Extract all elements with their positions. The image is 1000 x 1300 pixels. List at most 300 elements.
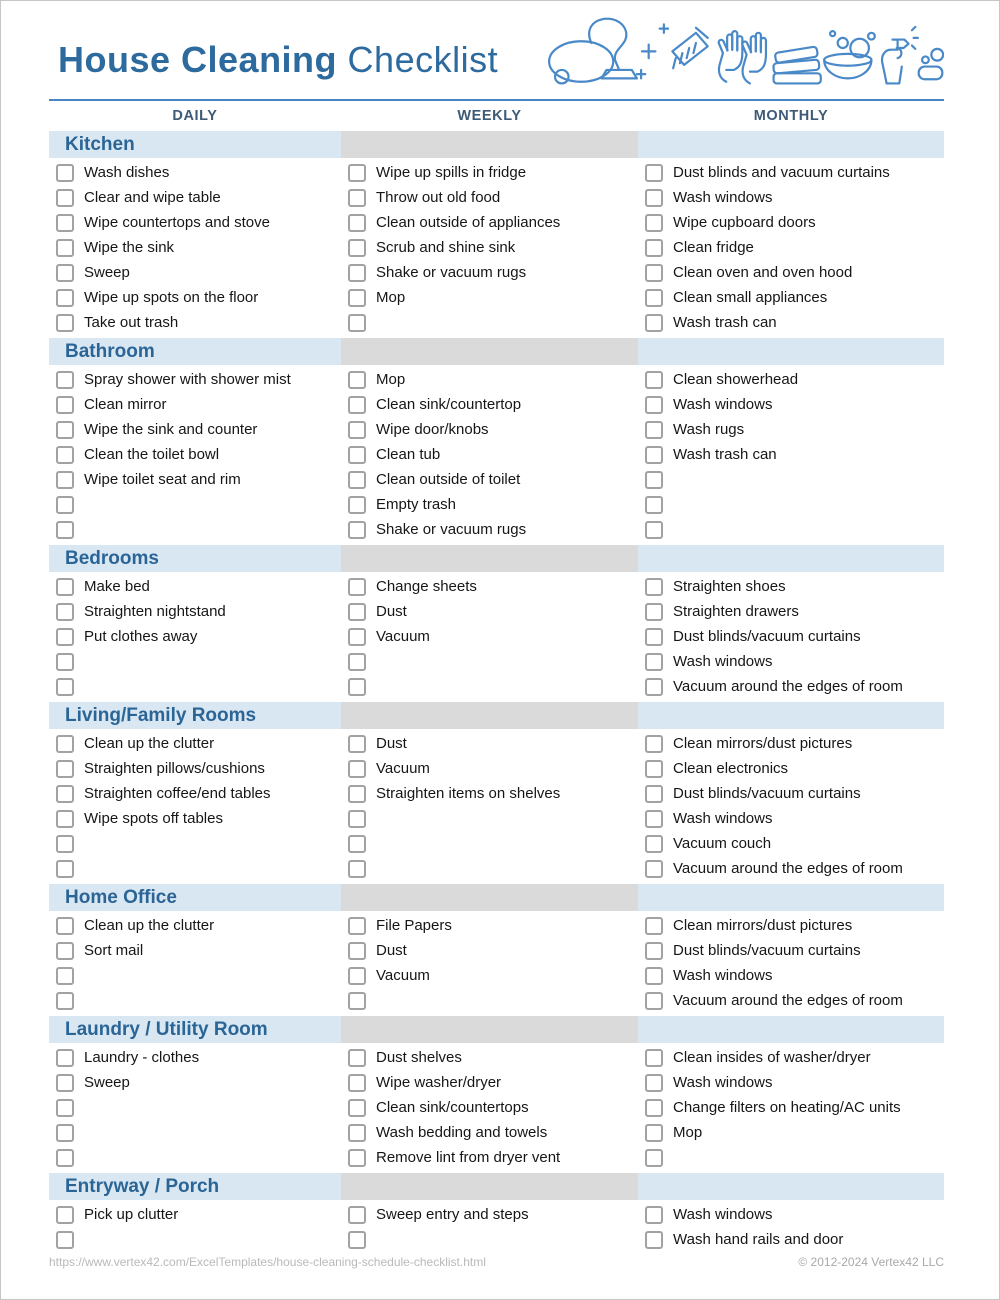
task-checkbox[interactable] bbox=[348, 603, 366, 621]
task-label: Clean tub bbox=[376, 446, 441, 463]
section-header-monthly-band bbox=[638, 702, 944, 729]
weekly-cell bbox=[341, 1124, 638, 1142]
weekly-cell bbox=[341, 1231, 638, 1249]
task-label: Wipe the sink bbox=[84, 239, 175, 256]
task-label: Vacuum around the edges of room bbox=[673, 678, 903, 695]
task-checkbox[interactable] bbox=[645, 314, 663, 332]
monthly-cell bbox=[638, 653, 944, 671]
task-label: Clean small appliances bbox=[673, 289, 828, 306]
task-checkbox[interactable] bbox=[348, 1124, 366, 1142]
task-checkbox[interactable] bbox=[348, 1049, 366, 1067]
task-checkbox[interactable] bbox=[645, 835, 663, 853]
monthly-cell bbox=[638, 1124, 944, 1142]
task-label: Wipe toilet seat and rim bbox=[84, 471, 241, 488]
monthly-cell bbox=[638, 942, 944, 960]
monthly-cell bbox=[638, 785, 944, 803]
task-label: Shake or vacuum rugs bbox=[376, 264, 527, 281]
task-checkbox[interactable] bbox=[56, 653, 74, 671]
task-label: Clear and wipe table bbox=[84, 189, 221, 206]
task-label: Dust blinds/vacuum curtains bbox=[673, 942, 861, 959]
weekly-cell bbox=[341, 578, 638, 596]
checklist-row bbox=[49, 1227, 944, 1252]
section-header-weekly-band bbox=[341, 1173, 638, 1200]
weekly-cell bbox=[341, 1206, 638, 1224]
task-checkbox[interactable] bbox=[348, 239, 366, 257]
task-checkbox[interactable] bbox=[56, 1074, 74, 1092]
task-label: Clean up the clutter bbox=[84, 917, 215, 934]
task-label: Take out trash bbox=[84, 314, 179, 331]
checklist-row bbox=[49, 1045, 944, 1070]
task-checkbox[interactable] bbox=[56, 992, 74, 1010]
task-checkbox[interactable] bbox=[645, 521, 663, 539]
task-checkbox[interactable] bbox=[348, 860, 366, 878]
checklist-row bbox=[49, 517, 944, 542]
section-header-daily-band bbox=[49, 1016, 341, 1043]
task-checkbox[interactable] bbox=[645, 735, 663, 753]
task-checkbox[interactable] bbox=[348, 164, 366, 182]
section-header-weekly-band bbox=[341, 1016, 638, 1043]
monthly-cell bbox=[638, 992, 944, 1010]
task-label: Wash windows bbox=[673, 1206, 773, 1223]
task-checkbox[interactable] bbox=[56, 760, 74, 778]
task-checkbox[interactable] bbox=[645, 810, 663, 828]
section-header bbox=[49, 545, 944, 572]
task-label: Dust bbox=[376, 603, 407, 620]
task-checkbox[interactable] bbox=[348, 371, 366, 389]
task-label: Laundry - clothes bbox=[84, 1049, 200, 1066]
weekly-cell bbox=[341, 371, 638, 389]
checklist-row bbox=[49, 913, 944, 938]
task-checkbox[interactable] bbox=[56, 1206, 74, 1224]
task-checkbox[interactable] bbox=[645, 1231, 663, 1249]
document-footer bbox=[49, 1255, 944, 1269]
task-checkbox[interactable] bbox=[348, 471, 366, 489]
task-label: Straighten coffee/end tables bbox=[84, 785, 271, 802]
task-label: Vacuum bbox=[376, 967, 430, 984]
checklist-row bbox=[49, 1095, 944, 1120]
task-label: Mop bbox=[376, 289, 406, 306]
task-label: Vacuum couch bbox=[673, 835, 772, 852]
checklist-row bbox=[49, 756, 944, 781]
task-label: Wipe countertops and stove bbox=[84, 214, 270, 231]
daily-cell bbox=[49, 992, 341, 1010]
task-label: Dust bbox=[376, 735, 407, 752]
weekly-cell bbox=[341, 521, 638, 539]
checklist-row bbox=[49, 442, 944, 467]
sparkles-icon bbox=[637, 24, 668, 78]
document-header bbox=[49, 1, 944, 101]
daily-cell bbox=[49, 396, 341, 414]
task-checkbox[interactable] bbox=[56, 239, 74, 257]
section-rows bbox=[49, 1202, 944, 1252]
task-checkbox[interactable] bbox=[645, 1074, 663, 1092]
weekly-cell bbox=[341, 446, 638, 464]
task-checkbox[interactable] bbox=[348, 446, 366, 464]
task-checkbox[interactable] bbox=[348, 396, 366, 414]
weekly-cell bbox=[341, 1049, 638, 1067]
task-checkbox[interactable] bbox=[348, 1074, 366, 1092]
task-checkbox[interactable] bbox=[56, 521, 74, 539]
section bbox=[49, 338, 944, 542]
daily-cell bbox=[49, 264, 341, 282]
daily-cell bbox=[49, 446, 341, 464]
task-checkbox[interactable] bbox=[56, 1124, 74, 1142]
task-label: Sweep bbox=[84, 1074, 130, 1091]
task-label: Clean sink/countertop bbox=[376, 396, 522, 413]
daily-cell bbox=[49, 578, 341, 596]
task-label: Wipe the sink and counter bbox=[84, 421, 258, 438]
checklist-row bbox=[49, 781, 944, 806]
weekly-cell bbox=[341, 189, 638, 207]
towel-stack-icon bbox=[773, 46, 821, 83]
section-header-monthly-band bbox=[638, 1016, 944, 1043]
task-label: Shake or vacuum rugs bbox=[376, 521, 527, 538]
monthly-cell bbox=[638, 396, 944, 414]
task-checkbox[interactable] bbox=[56, 628, 74, 646]
task-label: Dust bbox=[376, 942, 407, 959]
task-label: Wash windows bbox=[673, 189, 773, 206]
section-header-daily-band bbox=[49, 338, 341, 365]
task-label: Wash windows bbox=[673, 653, 773, 670]
checklist-row bbox=[49, 1070, 944, 1095]
section-header bbox=[49, 1016, 944, 1043]
task-label: Clean oven and oven hood bbox=[673, 264, 853, 281]
daily-cell bbox=[49, 239, 341, 257]
task-checkbox[interactable] bbox=[645, 496, 663, 514]
task-checkbox[interactable] bbox=[348, 1206, 366, 1224]
section bbox=[49, 702, 944, 881]
task-checkbox[interactable] bbox=[56, 917, 74, 935]
task-checkbox[interactable] bbox=[56, 835, 74, 853]
monthly-cell bbox=[638, 760, 944, 778]
task-checkbox[interactable] bbox=[348, 967, 366, 985]
task-label: Clean electronics bbox=[673, 760, 789, 777]
weekly-cell bbox=[341, 1074, 638, 1092]
task-checkbox[interactable] bbox=[348, 917, 366, 935]
task-checkbox[interactable] bbox=[645, 603, 663, 621]
section-title: Laundry / Utility Room bbox=[65, 1018, 268, 1040]
section bbox=[49, 131, 944, 335]
section-header-monthly-band bbox=[638, 131, 944, 158]
weekly-cell bbox=[341, 1149, 638, 1167]
task-checkbox[interactable] bbox=[348, 214, 366, 232]
task-checkbox[interactable] bbox=[645, 1149, 663, 1167]
task-checkbox[interactable] bbox=[645, 942, 663, 960]
checklist-row bbox=[49, 649, 944, 674]
monthly-cell bbox=[638, 603, 944, 621]
task-label: Straighten items on shelves bbox=[376, 785, 561, 802]
section-title: Entryway / Porch bbox=[65, 1175, 220, 1197]
task-checkbox[interactable] bbox=[348, 521, 366, 539]
daily-cell bbox=[49, 1149, 341, 1167]
task-checkbox[interactable] bbox=[645, 917, 663, 935]
task-checkbox[interactable] bbox=[348, 942, 366, 960]
task-checkbox[interactable] bbox=[348, 678, 366, 696]
task-checkbox[interactable] bbox=[348, 314, 366, 332]
task-checkbox[interactable] bbox=[645, 992, 663, 1010]
section-header bbox=[49, 1173, 944, 1200]
task-checkbox[interactable] bbox=[645, 760, 663, 778]
checklist-row bbox=[49, 856, 944, 881]
task-label: Wipe up spots on the floor bbox=[84, 289, 259, 306]
task-checkbox[interactable] bbox=[56, 785, 74, 803]
weekly-cell bbox=[341, 942, 638, 960]
task-checkbox[interactable] bbox=[56, 578, 74, 596]
weekly-cell bbox=[341, 603, 638, 621]
checklist-row bbox=[49, 285, 944, 310]
section-title: Kitchen bbox=[65, 133, 135, 155]
task-checkbox[interactable] bbox=[56, 1049, 74, 1067]
task-checkbox[interactable] bbox=[348, 496, 366, 514]
monthly-cell bbox=[638, 1074, 944, 1092]
task-checkbox[interactable] bbox=[348, 653, 366, 671]
task-checkbox[interactable] bbox=[56, 678, 74, 696]
checklist-row bbox=[49, 367, 944, 392]
task-checkbox[interactable] bbox=[348, 289, 366, 307]
weekly-cell bbox=[341, 164, 638, 182]
document bbox=[49, 1, 944, 1269]
task-label: Straighten shoes bbox=[673, 578, 786, 595]
checklist-row bbox=[49, 417, 944, 442]
checklist-row bbox=[49, 806, 944, 831]
section-header bbox=[49, 884, 944, 911]
weekly-cell bbox=[341, 760, 638, 778]
section-header-weekly-band bbox=[341, 131, 638, 158]
task-checkbox[interactable] bbox=[645, 289, 663, 307]
section-rows bbox=[49, 731, 944, 881]
task-checkbox[interactable] bbox=[56, 967, 74, 985]
task-checkbox[interactable] bbox=[348, 421, 366, 439]
task-label: Wipe up spills in fridge bbox=[376, 164, 527, 181]
section-header-weekly-band bbox=[341, 702, 638, 729]
monthly-cell bbox=[638, 239, 944, 257]
section-header-weekly-band bbox=[341, 884, 638, 911]
task-checkbox[interactable] bbox=[348, 628, 366, 646]
task-label: Dust shelves bbox=[376, 1049, 462, 1066]
task-checkbox[interactable] bbox=[645, 628, 663, 646]
task-checkbox[interactable] bbox=[56, 214, 74, 232]
task-checkbox[interactable] bbox=[56, 289, 74, 307]
task-label: Clean mirrors/dust pictures bbox=[673, 917, 853, 934]
daily-cell bbox=[49, 785, 341, 803]
task-checkbox[interactable] bbox=[348, 264, 366, 282]
daily-cell bbox=[49, 189, 341, 207]
task-checkbox[interactable] bbox=[645, 371, 663, 389]
task-label: Straighten nightstand bbox=[84, 603, 226, 620]
section-title: Home Office bbox=[65, 886, 177, 908]
task-checkbox[interactable] bbox=[56, 471, 74, 489]
task-checkbox[interactable] bbox=[56, 810, 74, 828]
task-label: Clean mirror bbox=[84, 396, 167, 413]
task-checkbox[interactable] bbox=[56, 1149, 74, 1167]
daily-cell bbox=[49, 967, 341, 985]
section-header-monthly-band bbox=[638, 545, 944, 572]
task-checkbox[interactable] bbox=[645, 446, 663, 464]
task-label: Wash trash can bbox=[673, 446, 777, 463]
task-checkbox[interactable] bbox=[348, 785, 366, 803]
task-checkbox[interactable] bbox=[645, 653, 663, 671]
task-checkbox[interactable] bbox=[348, 1231, 366, 1249]
sections bbox=[49, 131, 944, 1252]
checklist-row bbox=[49, 624, 944, 649]
section bbox=[49, 1016, 944, 1170]
checklist-row bbox=[49, 260, 944, 285]
section-title: Bedrooms bbox=[65, 547, 159, 569]
checklist-row bbox=[49, 1145, 944, 1170]
section-header bbox=[49, 702, 944, 729]
checklist-row bbox=[49, 1202, 944, 1227]
task-checkbox[interactable] bbox=[56, 1231, 74, 1249]
task-checkbox[interactable] bbox=[645, 785, 663, 803]
section-header bbox=[49, 338, 944, 365]
task-checkbox[interactable] bbox=[56, 189, 74, 207]
task-label: Straighten drawers bbox=[673, 603, 799, 620]
task-checkbox[interactable] bbox=[645, 860, 663, 878]
daily-cell bbox=[49, 1074, 341, 1092]
monthly-cell bbox=[638, 1149, 944, 1167]
task-checkbox[interactable] bbox=[56, 396, 74, 414]
monthly-cell bbox=[638, 471, 944, 489]
task-checkbox[interactable] bbox=[56, 314, 74, 332]
task-checkbox[interactable] bbox=[645, 1124, 663, 1142]
checklist-row bbox=[49, 574, 944, 599]
weekly-cell bbox=[341, 992, 638, 1010]
task-checkbox[interactable] bbox=[348, 1149, 366, 1167]
monthly-cell bbox=[638, 214, 944, 232]
task-checkbox[interactable] bbox=[645, 967, 663, 985]
task-label: Remove lint from dryer vent bbox=[376, 1149, 561, 1166]
task-checkbox[interactable] bbox=[56, 860, 74, 878]
task-checkbox[interactable] bbox=[645, 1049, 663, 1067]
daily-cell bbox=[49, 314, 341, 332]
monthly-cell bbox=[638, 1049, 944, 1067]
task-checkbox[interactable] bbox=[56, 164, 74, 182]
section-rows bbox=[49, 913, 944, 1013]
task-checkbox[interactable] bbox=[645, 239, 663, 257]
weekly-cell bbox=[341, 628, 638, 646]
task-checkbox[interactable] bbox=[56, 942, 74, 960]
task-checkbox[interactable] bbox=[645, 264, 663, 282]
task-checkbox[interactable] bbox=[645, 1206, 663, 1224]
task-checkbox[interactable] bbox=[645, 421, 663, 439]
daily-cell bbox=[49, 371, 341, 389]
monthly-cell bbox=[638, 678, 944, 696]
task-checkbox[interactable] bbox=[348, 578, 366, 596]
task-checkbox[interactable] bbox=[645, 471, 663, 489]
monthly-cell bbox=[638, 810, 944, 828]
section-rows bbox=[49, 1045, 944, 1170]
weekly-cell bbox=[341, 396, 638, 414]
section-header-daily-band bbox=[49, 884, 341, 911]
task-checkbox[interactable] bbox=[56, 496, 74, 514]
task-checkbox[interactable] bbox=[56, 264, 74, 282]
task-checkbox[interactable] bbox=[645, 1099, 663, 1117]
task-checkbox[interactable] bbox=[348, 760, 366, 778]
checklist-row bbox=[49, 938, 944, 963]
daily-cell bbox=[49, 421, 341, 439]
task-checkbox[interactable] bbox=[348, 835, 366, 853]
task-label: Straighten pillows/cushions bbox=[84, 760, 265, 777]
column-header-weekly: WEEKLY bbox=[457, 108, 522, 124]
page-title bbox=[58, 39, 498, 81]
daily-cell bbox=[49, 735, 341, 753]
task-label: Vacuum around the edges of room bbox=[673, 992, 903, 1009]
daily-cell bbox=[49, 1049, 341, 1067]
task-checkbox[interactable] bbox=[348, 189, 366, 207]
page-title-light: Checklist bbox=[337, 39, 499, 80]
daily-cell bbox=[49, 810, 341, 828]
daily-cell bbox=[49, 214, 341, 232]
task-label: Wash windows bbox=[673, 1074, 773, 1091]
task-checkbox[interactable] bbox=[348, 735, 366, 753]
task-checkbox[interactable] bbox=[645, 678, 663, 696]
task-label: Make bed bbox=[84, 578, 150, 595]
rubber-gloves-icon bbox=[719, 31, 766, 83]
monthly-cell bbox=[638, 314, 944, 332]
task-label: Wash hand rails and door bbox=[673, 1231, 844, 1248]
section-header-daily-band bbox=[49, 1173, 341, 1200]
section-rows bbox=[49, 574, 944, 699]
task-checkbox[interactable] bbox=[645, 189, 663, 207]
task-label: Clean outside of appliances bbox=[376, 214, 561, 231]
task-checkbox[interactable] bbox=[56, 371, 74, 389]
task-checkbox[interactable] bbox=[348, 810, 366, 828]
checklist-row bbox=[49, 310, 944, 335]
task-checkbox[interactable] bbox=[56, 1099, 74, 1117]
checklist-row bbox=[49, 731, 944, 756]
checklist-row bbox=[49, 599, 944, 624]
task-label: Change sheets bbox=[376, 578, 477, 595]
daily-cell bbox=[49, 835, 341, 853]
task-checkbox[interactable] bbox=[56, 421, 74, 439]
task-label: Clean insides of washer/dryer bbox=[673, 1049, 871, 1066]
daily-cell bbox=[49, 289, 341, 307]
task-checkbox[interactable] bbox=[645, 578, 663, 596]
daily-cell bbox=[49, 760, 341, 778]
daily-cell bbox=[49, 860, 341, 878]
task-label: Vacuum around the edges of room bbox=[673, 860, 903, 877]
weekly-cell bbox=[341, 471, 638, 489]
task-label: Scrub and shine sink bbox=[376, 239, 516, 256]
task-checkbox[interactable] bbox=[645, 164, 663, 182]
section bbox=[49, 545, 944, 699]
section bbox=[49, 884, 944, 1013]
task-label: Sort mail bbox=[84, 942, 144, 959]
task-checkbox[interactable] bbox=[56, 603, 74, 621]
section-header-monthly-band bbox=[638, 884, 944, 911]
daily-cell bbox=[49, 496, 341, 514]
task-checkbox[interactable] bbox=[56, 735, 74, 753]
section-title: Living/Family Rooms bbox=[65, 704, 257, 726]
weekly-cell bbox=[341, 810, 638, 828]
monthly-cell bbox=[638, 735, 944, 753]
checklist-row bbox=[49, 160, 944, 185]
task-label: Sweep bbox=[84, 264, 130, 281]
section bbox=[49, 1173, 944, 1252]
checklist-row bbox=[49, 210, 944, 235]
daily-cell bbox=[49, 164, 341, 182]
task-checkbox[interactable] bbox=[348, 992, 366, 1010]
task-checkbox[interactable] bbox=[348, 1099, 366, 1117]
monthly-cell bbox=[638, 164, 944, 182]
daily-cell bbox=[49, 471, 341, 489]
task-checkbox[interactable] bbox=[56, 446, 74, 464]
checklist-row bbox=[49, 1120, 944, 1145]
task-checkbox[interactable] bbox=[645, 396, 663, 414]
weekly-cell bbox=[341, 239, 638, 257]
task-checkbox[interactable] bbox=[645, 214, 663, 232]
section-header-monthly-band bbox=[638, 1173, 944, 1200]
